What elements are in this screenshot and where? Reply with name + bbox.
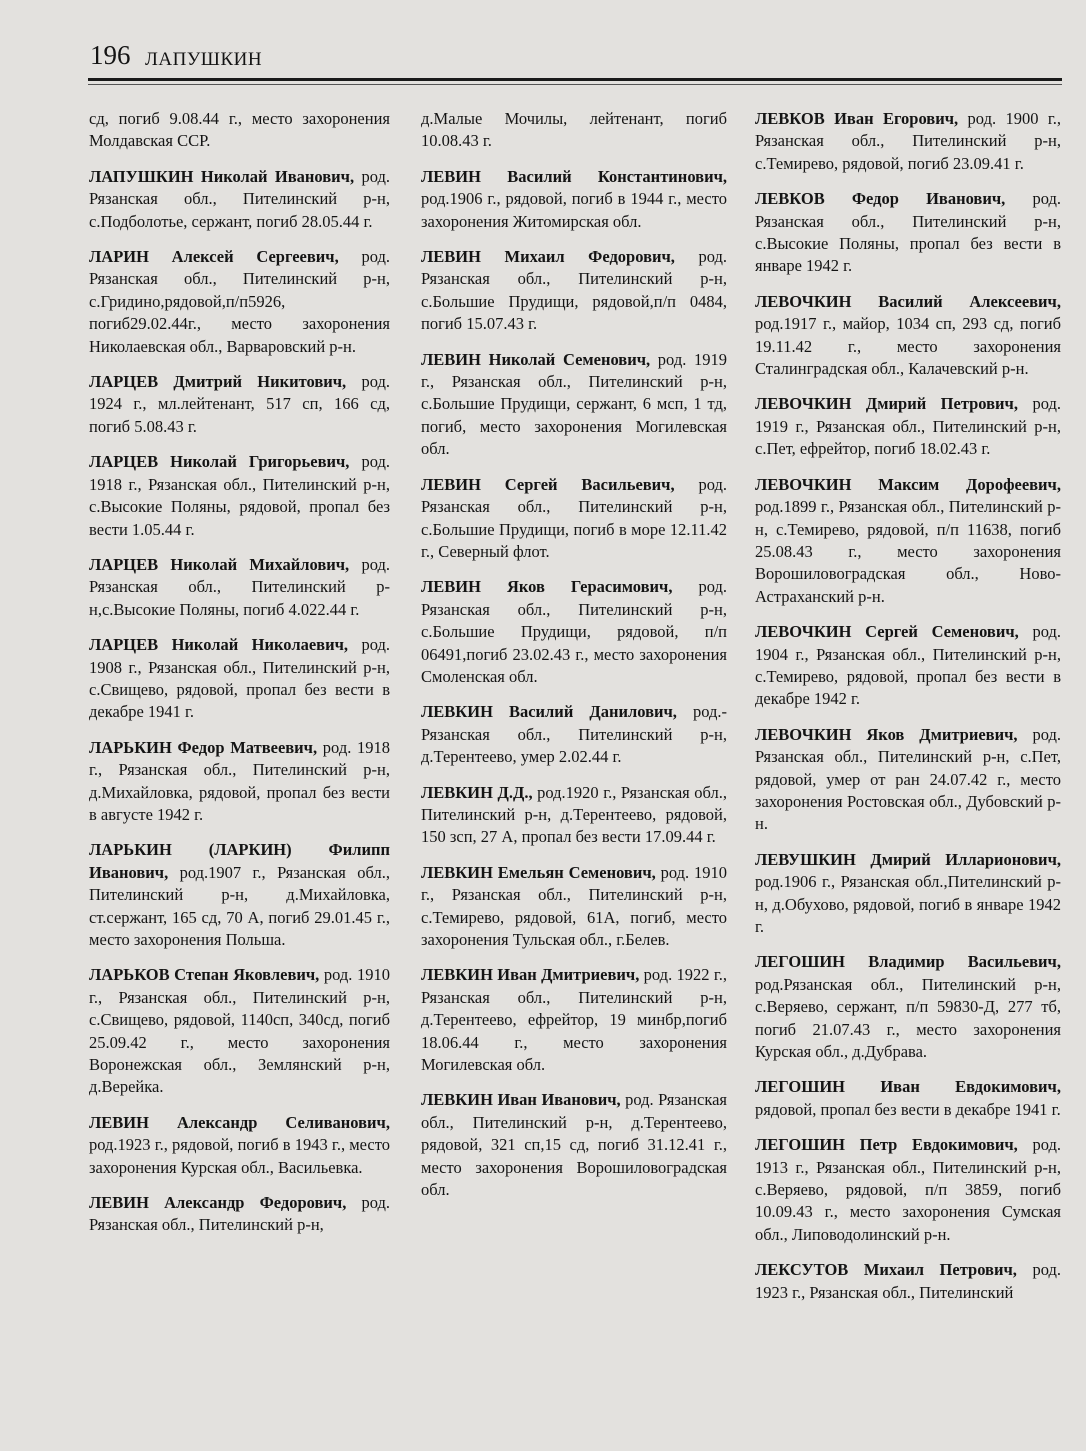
entry (755, 108, 1061, 175)
entry (755, 1259, 1061, 1304)
entry (421, 576, 727, 688)
entry-name: ЛАРЦЕВ Дмитрий Никитович, (89, 372, 347, 392)
entry (755, 849, 1061, 939)
entry-text: рядовой, пропал без вести в декабре 1941 г. (755, 1099, 1061, 1119)
entry (755, 188, 1061, 278)
entry (89, 246, 390, 358)
entry-name: ЛЕВИН Александр Селиванович, (89, 1112, 390, 1132)
entry-text: род.1899 г., Рязанская обл., Пителинский р-н, с.Темирево, рядовой, п/п 11638, погиб 25.08.43 г., место захоронения Ворошиловоградская обл., Ново-Астраханский р-н. (755, 497, 1061, 606)
entry (89, 108, 390, 153)
entry-name: ЛЕВУШКИН Дмирий Илларионович, (755, 849, 1061, 869)
entry (89, 964, 390, 1098)
entry (89, 1112, 390, 1179)
entry-name: ЛАРЬКИН Федор Матвеевич, (89, 737, 318, 757)
entry-name: ЛЕВКОВ Иван Егорович, (755, 109, 959, 128)
entry (421, 964, 727, 1076)
entry-text: род. Рязанская обл., Пителинский р-н, с.Большие Прудищи, погиб в море 12.11.42 г., Северный флот. (421, 474, 728, 561)
entry-text: род. Рязанская обл., Пителинский р-н, д.Терентеево, рядовой, 321 сп,15 сд, погиб 31.12.41 г., место захоронения Ворошиловоградская обл. (421, 1090, 727, 1200)
entry-text: род. 1910 г., Рязанская обл., Пителинский р-н, с.Темирево, рядовой, 61А, погиб, место захоронения Тульская обл., г.Белев. (421, 862, 728, 949)
entry-text: род. 1919 г., Рязанская обл., Пителинский р-н, с.Большие Прудищи, сержант, 6 мсп, 1 тд, погиб, место захоронения Могилевская обл. (421, 349, 727, 459)
entry-text: род.1923 г., рядовой, погиб в 1943 г., место захоронения Курская обл., Васильевка. (89, 1135, 390, 1177)
entry-text: род. 1918 г., Рязанская обл., Пителинский р-н, с.Высокие Поляны, рядовой, пропал без вести 1.05.44 г. (89, 452, 390, 539)
entry (89, 371, 390, 438)
entry-name: ЛАРЬКОВ Степан Яковлевич, (89, 965, 320, 985)
entry (89, 451, 390, 541)
page-number: 196 (90, 40, 131, 70)
entry (755, 474, 1061, 608)
entry (755, 291, 1061, 381)
running-title: ЛАПУШКИН (145, 49, 263, 70)
entry-name: ЛЕГОШИН Петр Евдокимович, (755, 1135, 1018, 1155)
entry-text: род. 1904 г., Рязанская обл., Пителинский р-н, с.Темирево, рядовой, пропал без вести в декабре 1942 г. (755, 622, 1061, 709)
entry (421, 166, 727, 233)
page-header (90, 40, 1060, 74)
entry-text: род.1920 г., Рязанская обл., Пителинский р-н, д.Терентеево, рядовой, 150 зсп, 27 А, пропал без вести 17.09.44 г. (421, 782, 727, 847)
entry-name: ЛЕВКИН Василий Данилович, (421, 702, 677, 722)
entry-name: ЛЕВИН Александр Федорович, (89, 1193, 347, 1213)
entry-text: род. Рязанская обл., Пителинский р-н, с.Высокие Поляны, пропал без вести в январе 1942 г. (755, 189, 1061, 276)
entry-name: ЛЕВКИН Емельян Семенович, (421, 862, 656, 882)
entry-text: род. 1913 г., Рязанская обл., Пителинский р-н, с.Веряево, рядовой, п/п 3859, погиб 10.09.43 г., место захоронения Сумская обл., Липоводолинский р-н. (755, 1135, 1061, 1244)
header-rule (88, 78, 1062, 81)
entry-text: род. Рязанская обл., Пителинский р-н, с.Гридино,рядовой,п/п5926, погиб29.02.44г., место захоронения Николаевская обл., Варваровский р-н. (89, 247, 390, 356)
entry (755, 1076, 1061, 1121)
entry-text: род. 1919 г., Рязанская обл., Пителинский р-н, с.Пет, ефрейтор, погиб 18.02.43 г. (755, 394, 1061, 459)
entry-text: род. Рязанская обл., Пителинский р-н, с.Большие Прудищи, рядовой,п/п 0484, погиб 15.07.43 г. (421, 247, 728, 334)
entry-text: род. Рязанская обл., Пителинский р-н, с.Большие Прудищи, рядовой, п/п 06491,погиб 23.02.43 г., место захоронения Смоленская обл. (421, 577, 727, 686)
entry-text: род.1906 г., Рязанская обл.,Пителинский р-н, д.Обухово, рядовой, погиб в январе 1942 г. (755, 872, 1061, 936)
entry-name: ЛЕВКИН Иван Дмитриевич, (421, 965, 640, 985)
entry-name: ЛЕВОЧКИН Василий Алексеевич, (755, 291, 1061, 311)
entry-text: род. 1908 г., Рязанская обл., Пителинский р-н, с.Свищево, рядовой, пропал без вести в декабре 1941 г. (89, 635, 391, 722)
entry-text: род. Рязанская обл., Пителинский р-н, (89, 1193, 391, 1235)
entry-text: род. 1922 г., Рязанская обл., Пителинский р-н, д.Терентеево, ефрейтор, 19 минбр,погиб 18.06.44 г., место захоронения Могилевская обл. (421, 965, 728, 1075)
entry-name: ЛЕГОШИН Иван Евдокимович, (755, 1077, 1061, 1097)
entry (755, 393, 1061, 460)
entry-name: ЛЕВИН Николай Семенович, (421, 349, 651, 369)
entry-text: род. Рязанская обл., Пителинский р-н,с.Высокие Поляны, погиб 4.022.44 г. (89, 554, 391, 619)
entry (89, 1192, 390, 1237)
entry (755, 724, 1061, 836)
entry-name: ЛЕВКОВ Федор Иванович, (755, 189, 1006, 209)
entry (421, 246, 727, 336)
entry-text: род. 1918 г., Рязанская обл., Пителинский р-н, д.Михайловка, рядовой, пропал без вести в августе 1942 г. (89, 737, 390, 824)
entry (755, 951, 1061, 1063)
entry-name: ЛЕВОЧКИН Дмирий Петрович, (755, 394, 1018, 414)
entry (421, 1089, 727, 1201)
entry (421, 474, 727, 564)
entry (421, 349, 727, 461)
text-column-1 (89, 108, 390, 1250)
text-column-3 (755, 108, 1061, 1317)
entry-text: род. 1900 г., Рязанская обл., Пителинский р-н, с.Темирево, рядовой, погиб 23.09.41 г. (755, 109, 1062, 173)
entry (421, 701, 727, 768)
entry-name: ЛАРЦЕВ Николай Николаевич, (89, 635, 349, 655)
entry (89, 737, 390, 827)
entry-name: ЛЕВКИН Иван Иванович, (421, 1090, 621, 1110)
entry-name: ЛЕВИН Василий Константинович, (421, 166, 727, 186)
entry-text: род. 1924 г., мл.лейтенант, 517 сп, 166 сд, погиб 5.08.43 г. (89, 372, 390, 436)
entry-text: род. Рязанская обл., Пителинский р-н, с.Пет, рядовой, умер от ран 24.07.42 г., место захоронения Ростовская обл., Дубовский р-н. (755, 724, 1061, 834)
entry (755, 1134, 1061, 1246)
entry-text: род.1907 г., Рязанская обл., Пителинский р-н, д.Михайловка, ст.сержант, 165 сд, 70 А, погиб 29.01.45 г., место захоронения Польша. (89, 862, 390, 949)
entry-name: ЛЕВИН Сергей Васильевич, (421, 474, 675, 494)
entry-name: ЛЕВОЧКИН Максим Дорофеевич, (755, 474, 1061, 494)
entry-name: ЛЕВКИН Д.Д., (421, 782, 533, 802)
entry-name: ЛЕГОШИН Владимир Васильевич, (755, 952, 1061, 972)
entry-name: ЛЕКСУТОВ Михаил Петрович, (755, 1260, 1017, 1280)
entry (421, 862, 727, 952)
entry-name: ЛАРЦЕВ Николай Михайлович, (89, 554, 350, 574)
entry (421, 782, 727, 849)
entry (89, 554, 390, 621)
entry (89, 166, 390, 233)
entry-name: ЛЕВОЧКИН Сергей Семенович, (755, 622, 1019, 642)
entry-text: род. Рязанская обл., Пителинский р-н, с.Подболотье, сержант, погиб 28.05.44 г. (89, 166, 390, 231)
entry-text: сд, погиб 9.08.44 г., место захоронения Молдавская ССР. (89, 109, 390, 151)
entry-name: ЛАРИН Алексей Сергеевич, (89, 247, 339, 267)
entry-text: род. 1910 г., Рязанская обл., Пителинский р-н, с.Свищево, рядовой, 1140сп, 340сд, погиб 25.09.42 г., место захоронения Воронежская обл., Землянский р-н, д.Верейка. (89, 965, 390, 1097)
entry-name: ЛЕВИН Михаил Федорович, (421, 247, 675, 267)
entry-text: род.1906 г., рядовой, погиб в 1944 г., место захоронения Житомирская обл. (421, 189, 727, 231)
entry (89, 839, 390, 951)
entry-name: ЛАРЬКИН (ЛАРКИН) Филипп Иванович, (89, 840, 390, 882)
entry-text: род.- Рязанская обл., Пителинский р-н, д.Терентеево, умер 2.02.44 г. (421, 702, 727, 767)
entry-name: ЛАПУШКИН Николай Иванович, (89, 166, 355, 186)
entry-text: род. 1923 г., Рязанская обл., Пителинский (755, 1260, 1062, 1302)
entry (421, 108, 727, 153)
entry (89, 634, 390, 724)
entry-name: ЛАРЦЕВ Николай Григорьевич, (89, 452, 350, 472)
entry-name: ЛЕВОЧКИН Яков Дмитриевич, (755, 724, 1018, 744)
header-rule-thin (88, 84, 1062, 85)
entry (755, 621, 1061, 711)
entry-text: д.Малые Мочилы, лейтенант, погиб 10.08.43 г. (421, 109, 727, 151)
text-column-2 (421, 108, 727, 1214)
entry-text: род.Рязанская обл., Пителинский р-н, с.Веряево, сержант, п/п 59830-Д, 277 тб, погиб 21.07.43 г., место захоронения Курская обл., д.Дубрава. (755, 974, 1061, 1062)
entry-name: ЛЕВИН Яков Герасимович, (421, 577, 673, 597)
entry-text: род.1917 г., майор, 1034 сп, 293 сд, погиб 19.11.42 г., место захоронения Сталинградская обл., Калачевский р-н. (755, 314, 1061, 379)
